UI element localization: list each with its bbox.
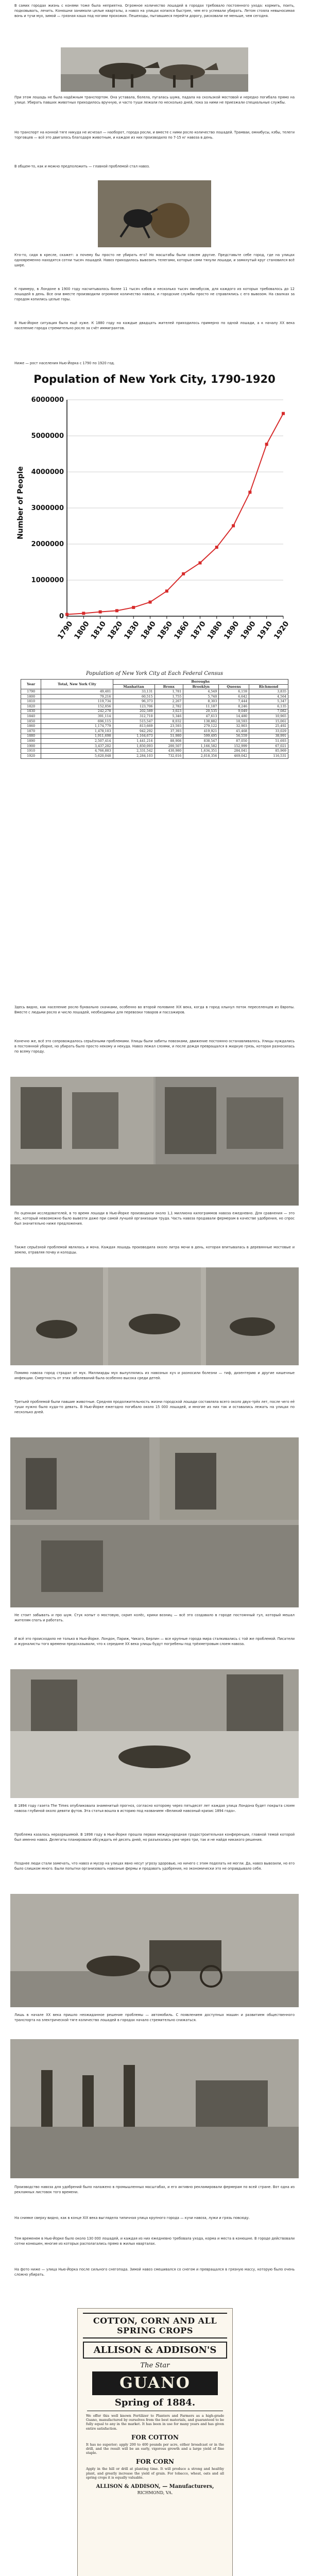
table-cell: 3,437,202 (41, 743, 113, 749)
data-point (99, 611, 102, 614)
table-cell: 696,115 (41, 719, 113, 724)
data-point (282, 412, 285, 415)
table-cell: 5,740 (183, 694, 219, 699)
table-cell: 1830 (21, 709, 41, 714)
table-row (21, 714, 288, 719)
y-tick-label: 1000000 (31, 577, 64, 584)
table-cell: 1860 (21, 724, 41, 729)
table-cell: 2,267 (154, 699, 183, 704)
table-header-group: Boroughs (113, 680, 288, 685)
table-cell: 1900 (21, 743, 41, 749)
paragraph: Кто-то, сидя в кресле, скажет: а почему бы просто не убирать его? Но масштабы были совсем другие. Представьте себе город, где на улицах одновременно находятся сотни тысяч лошадей. Навоз приходилось вывозить телегами, которые сами тянули лошади, и замкнутый круг становился всё шире. (14, 253, 295, 268)
table-cell: 1840 (21, 714, 41, 719)
table-cell: 1810 (21, 699, 41, 704)
table-cell: 4,549 (183, 689, 219, 694)
table-row (21, 724, 288, 729)
table-cell: 7,082 (249, 709, 288, 714)
table-cell: 1790 (21, 689, 41, 694)
paragraph: Проблема казалась неразрешимой. В 1898 году в Нью-Йорке прошла первая международная градостроительная конференция, главной темой которой был именно навоз. Делегаты планировали обсуждать её десять дней, но разъехались уже через три, так и не найдя никакого решения. (14, 1833, 295, 1842)
table-cell: 2,782 (154, 704, 183, 709)
table-cell: 25,492 (249, 724, 288, 729)
population-chart (10, 389, 299, 657)
paragraph: Но транспорт на конной тяге никуда не исчезал — наоборот, города росли, и вместе с ними росло количество лошадей. Трамваи, омнибусы, кэбы, телеги торговцев — всё это двигалось благодаря животным, и каждое из них производило по 7-15 кг навоза в день. (14, 130, 295, 140)
y-tick-label: 6000000 (31, 396, 64, 404)
table-cell: 6,135 (249, 704, 288, 709)
table-cell: 2,284,103 (113, 753, 154, 758)
table-cell: 1850 (21, 719, 41, 724)
x-tick-label: 1820 (106, 620, 125, 641)
data-point (65, 613, 68, 616)
table-cell: 96,373 (113, 699, 154, 704)
table-cell: 116,531 (249, 753, 288, 758)
table-cell: 18,593 (219, 719, 249, 724)
table-row (21, 689, 288, 694)
paragraph: Третьей проблемой были павшие животные. Средняя продолжительность жизни городской лошади составляла всего около двух-трёх лет, после чего её туши нужно было куда-то девать. В Нью-Йорке ежегодно погибало около 15 000 лошадей, и многие из них так и оставались лежать на улицах по несколько дней. (14, 1400, 295, 1415)
paragraph: Также серьёзной проблемой являлась и моча. Каждая лошадь производила около литра мочи в день, которая впитывалась в деревянные мостовые и землю, отравляя почву и колодцы. (14, 1245, 295, 1255)
table-cell: 3,023 (154, 709, 183, 714)
x-tick-label: 1920 (272, 620, 291, 641)
table-cell: 67,021 (249, 743, 288, 749)
table-header: Brooklyn (183, 684, 219, 689)
table-row (21, 694, 288, 699)
x-tick-label: 1860 (173, 620, 191, 641)
street-photos (10, 1077, 299, 1206)
data-point (165, 589, 168, 592)
table-cell: 242,278 (41, 709, 113, 714)
table-cell: 6,642 (219, 694, 249, 699)
table-body (21, 689, 288, 758)
horse-carriage-photo (10, 1894, 299, 2007)
table-cell: 60,515 (113, 694, 154, 699)
table-cell: 7,444 (219, 699, 249, 704)
table-cell: 813,669 (113, 724, 154, 729)
table-header: Richmond (249, 684, 288, 689)
data-point (232, 524, 235, 527)
paragraph: Лишь в начале XX века пришло неожиданное решение проблемы — автомобиль. С появлением доступных машин и развитием общественного транспорта на электрической тяге количество лошадей в городах начало стремительно снижаться. (14, 2013, 295, 2023)
table-row (21, 749, 288, 754)
table-cell: 87,050 (219, 739, 249, 744)
table-header: Queens (219, 684, 249, 689)
paragraph: К примеру, в Лондоне в 1900 году насчитывалось более 11 тысяч кэбов и несколько тысяч омнибусов, для каждого из которых требовалось до 12 лошадей в день. Все они вместе производили огромное количество навоза, и городские службы просто не справлялись с его вывозом. На свалках за городом копились целые горы. (14, 287, 295, 302)
table-cell: 56,559 (219, 734, 249, 739)
table-cell: 1,781 (154, 689, 183, 694)
x-tick-label: 1850 (156, 620, 175, 641)
population-table (21, 670, 288, 999)
ad-product-prefix: The Star (140, 2362, 170, 2369)
ad-headline: COTTON, CORN AND ALL SPRING CROPS (83, 2313, 227, 2338)
table-cell: 3,835 (249, 689, 288, 694)
table-cell: 20,535 (183, 709, 219, 714)
paragraph: Тем временем в Нью-Йорке было около 130 000 лошадей, и каждая из них ежедневно требовала ухода, корма и места в конюшне. В городе действовали сотни конюшен, многие из которых располагались прямо в жилых кварталах. (14, 2236, 295, 2246)
table-cell: 6,159 (219, 689, 249, 694)
guano-advertisement (77, 2308, 233, 2576)
paragraph: На снимке сверху видно, как в конце XIX века выглядела типичная улица крупного города — кучи навоза, лужи и грязь повсюду. (14, 2216, 250, 2220)
table-cell: 11,187 (183, 704, 219, 709)
table-cell: 200,507 (154, 743, 183, 749)
ad-text: Apply in the hill or drill at planting time. It will produce a strong and healthy plant, and greatly increase the yield of grain. For tobacco, wheat, oats and all spring crops it is equally valuable. (86, 2467, 224, 2480)
table-cell: 5,620,048 (41, 753, 113, 758)
table-header: Bronx (154, 684, 183, 689)
y-tick-label: 5000000 (31, 432, 64, 440)
table-row (21, 709, 288, 714)
table-cell: 2,018,356 (183, 753, 219, 758)
paragraph: Позднее люди стали замечать, что навоз и мусор на улицах явно несут угрозу здоровью, но ничего с этим поделать не могли. Да, навоз вывозили, но его было слишком много. Были попытки организовать навозные фермы и продавать удобрения, но экономически это не оправдывало себя. (14, 1861, 295, 1871)
table-cell: 1,441,216 (113, 739, 154, 744)
data-point (248, 490, 251, 494)
paragraph: Помимо навоза город страдал от мух. Миллиарды мух вылуплялись из навозных куч и разносили болезни — тиф, дизентерию и другие кишечные инфекции. Смертность от этих заболеваний была особенно высока среди детей. (14, 1371, 295, 1381)
table-cell: 152,056 (41, 704, 113, 709)
ad-text: We offer this well known Fertilizer to Planters and Farmers as a high-grade Guano, manufactured by ourselves from the best materials, and guaranteed to be fully equal to any in the market. It has been in use for many years and has given entire satisfaction. (86, 2414, 224, 2431)
paragraph: В Нью-Йорке ситуация была ещё хуже. К 1880 году на каждые двадцать жителей приходилось примерно по одной лошади, а к началу XX века население города стремительно росло за счёт иммигрантов. (14, 321, 295, 331)
table-cell: 1890 (21, 739, 41, 744)
data-point (198, 562, 201, 565)
table-cell: 79,216 (41, 694, 113, 699)
paragraph: На фото ниже — улица Нью-Йорка после сильного снегопада. Зимой навоз смешивался со снегом и превращался в грязную массу, которую было очень сложно убирать. (14, 2267, 295, 2277)
table-cell: 9,049 (219, 709, 249, 714)
x-tick-label: 1800 (73, 620, 91, 641)
data-point (182, 572, 185, 575)
table-cell: 37,393 (154, 728, 183, 734)
ad-product: GUANO (92, 2371, 218, 2395)
table-cell: 8,303 (183, 699, 219, 704)
horse-photo (61, 47, 248, 92)
table-row (21, 704, 288, 709)
table-cell: 138,882 (183, 719, 219, 724)
table-cell: 4,766,883 (41, 749, 113, 754)
table-cell: 1,850,093 (113, 743, 154, 749)
table-cell: 51,980 (154, 734, 183, 739)
table-cell: 1800 (21, 694, 41, 699)
x-tick-label: 1890 (222, 620, 241, 641)
data-point (82, 612, 85, 615)
street-workers-photo (10, 2039, 299, 2178)
paragraph: Не стоит забывать и про шум. Стук копыт о мостовую, скрип колёс, крики возниц — всё это создавало в городе постоянный гул, который мешал жителям спать и работать. (14, 1613, 295, 1623)
paragraph: По оценкам исследователей, в то время лошади в Нью-Йорке производили около 1,1 миллиона килограммов навоза ежедневно. Для сравнения — это вес, который невозможно было вывезти даже при самой лучшей организации труда. Часть навоза продавали фермерам в качестве удобрения, но спрос был значительно ниже предложения. (14, 1211, 295, 1226)
x-tick-label: 1840 (139, 620, 158, 641)
table-cell: 32,903 (219, 724, 249, 729)
table-cell: 312,710 (113, 714, 154, 719)
y-tick-label: 0 (59, 613, 64, 620)
table-cell: 123,706 (113, 704, 154, 709)
table-cell: 1820 (21, 704, 41, 709)
paragraph: Конечно же, всё это сопровождалось серьёзными проблемами. Улицы были забиты повозками, движение постоянно останавливалось. Улицы нуждались в постоянной уборке, но убирать было просто некому и некуда. Навоз лежал слоями, и после дождя превращался в жидкую грязь, которая разносилась по всему городу. (14, 1039, 295, 1054)
data-point (115, 609, 118, 612)
ad-footer: ALLISON & ADDISON, — Manufacturers, (96, 2484, 214, 2490)
table-cell: 33,029 (249, 728, 288, 734)
y-tick-label: 4000000 (31, 468, 64, 476)
table-cell: 279,122 (183, 724, 219, 729)
table-cell: 430,980 (154, 749, 183, 754)
paragraph: Ниже — рост населения Нью-Йорка с 1790 по 1920 год. (14, 361, 115, 365)
table-cell: 8,032 (154, 719, 183, 724)
ad-season: Spring of 1884. (114, 2397, 196, 2408)
paragraph: В самих городах жизнь с конями тоже была неприятна. Огромное количество лошадей в городах требовало постоянного ухода: кормить, поить, подковывать, лечить. Конюшни занимали целые кварталы, а навоз на улицах копился быстрее, чем его успевали убирать. Летом стояла невыносимая вонь и тучи мух, зимой — грязная каша под ногами прохожих. Пешеходы, пытавшиеся перейти дорогу, рисковали не меньше, чем сегодня. (14, 4, 295, 19)
ad-subheading: FOR CORN (135, 2458, 175, 2466)
x-tick-label: 1880 (205, 620, 225, 641)
table-row (21, 753, 288, 758)
ad-company: ALLISON & ADDISON'S (83, 2342, 227, 2359)
x-tick-label: 1810 (89, 620, 108, 641)
paragraph: В общем-то, как и можно предположить — главной проблемой стал навоз. (14, 164, 150, 168)
table-cell: 119,734 (41, 699, 113, 704)
data-point (149, 601, 152, 604)
table-cell: 14,480 (219, 714, 249, 719)
table-row (21, 719, 288, 724)
paragraph: Здесь видно, как население росло буквально скачками, особенно во второй половине XIX века, когда в город хлынул поток переселенцев из Европы. Вместе с людьми росло и число лошадей, необходимых для перевозки товаров и пассажиров. (14, 1005, 295, 1015)
paragraph: При этом лошадь не была надёжным транспортом. Она уставала, болела, пугалась шума, падала на скользкой мостовой и нередко погибала прямо на улице. Убирать павших животных приходилось вручную, и часто туши лежали по несколько дней, пока за ними не приезжали специальные службы. (14, 95, 295, 105)
x-tick-label: 1790 (56, 620, 75, 641)
carriage-photos (10, 1267, 299, 1365)
ad-text: It has no superior; apply 200 to 400 pounds per acre, either broadcast or in the drill, and the result will be an early, vigorous growth and a large yield of fine staple. (86, 2442, 224, 2455)
table-cell: 202,589 (113, 709, 154, 714)
city-street-photos (10, 1437, 299, 1607)
table-cell: 515,547 (113, 719, 154, 724)
table-cell: 1,166,582 (183, 743, 219, 749)
table-title: Population of New York City at Each Federal Census (85, 671, 224, 676)
y-tick-label: 2000000 (31, 540, 64, 548)
table-cell: 1,478,103 (41, 728, 113, 734)
ad-subheading: FOR COTTON (131, 2433, 179, 2441)
table-header: Manhattan (113, 684, 154, 689)
table-header: Year (21, 680, 41, 689)
paragraph: В 1894 году газета The Times опубликовала знаменитый прогноз, согласно которому через пятьдесят лет каждая улица Лондона будет покрыта слоем навоза глубиной около девяти футов. Эта статья вошла в историю под названием «Великий навозный кризис 1894 года». (14, 1804, 295, 1814)
table-cell: 838,547 (183, 739, 219, 744)
table-cell: 51,693 (249, 739, 288, 744)
x-tick-label: 1910 (255, 620, 274, 641)
y-tick-label: 3000000 (31, 504, 64, 512)
dung-beetle-photo (98, 180, 211, 247)
table-cell: 5,347 (249, 699, 288, 704)
table-cell: 8,246 (219, 704, 249, 709)
table-cell: 10,965 (249, 714, 288, 719)
table-cell: 1910 (21, 749, 41, 754)
data-point (265, 443, 268, 446)
table-cell: 1,174,779 (41, 724, 113, 729)
data-point (132, 606, 135, 609)
x-tick-label: 1870 (189, 620, 208, 641)
table-row (21, 734, 288, 739)
table-cell: 1880 (21, 734, 41, 739)
table-cell: 23,593 (154, 724, 183, 729)
table-cell: 284,041 (219, 749, 249, 754)
table-cell: 38,991 (249, 734, 288, 739)
ad-address: RICHMOND, VA. (137, 2490, 173, 2496)
table-cell: 1,634,351 (183, 749, 219, 754)
table-cell: 2,507,414 (41, 739, 113, 744)
table-cell: 2,331,542 (113, 749, 154, 754)
table-cell: 469,042 (219, 753, 249, 758)
chart-title: Population of New York City, 1790-1920 (33, 373, 276, 385)
table-cell: 49,401 (41, 689, 113, 694)
table-cell: 1,755 (154, 694, 183, 699)
table-cell: 152,999 (219, 743, 249, 749)
table-cell: 33,131 (113, 689, 154, 694)
table-cell: 88,908 (154, 739, 183, 744)
table-row (21, 743, 288, 749)
table-header: Total, New York City (41, 680, 113, 689)
paragraph: И всё это происходило не только в Нью-Йорке. Лондон, Париж, Чикаго, Берлин — все крупные города мира сталкивались с той же проблемой. Писатели и журналисты того времени предсказывали, что к середине XX века улицы будут погребены под трёхметровым слоем навоза. (14, 1637, 295, 1647)
table-cell: 4,564 (249, 694, 288, 699)
x-tick-label: 1900 (239, 620, 258, 641)
table-cell: 599,495 (183, 734, 219, 739)
table-cell: 45,468 (219, 728, 249, 734)
table-row (21, 728, 288, 734)
table-cell: 1,911,698 (41, 734, 113, 739)
table-cell: 1,164,673 (113, 734, 154, 739)
table-cell: 85,969 (249, 749, 288, 754)
table-cell: 732,016 (154, 753, 183, 758)
data-point (215, 546, 218, 549)
x-tick-label: 1830 (123, 620, 141, 641)
winter-street-photo (10, 1669, 299, 1798)
table-cell: 1920 (21, 753, 41, 758)
table-cell: 391,114 (41, 714, 113, 719)
table-cell: 47,613 (183, 714, 219, 719)
table-cell: 15,061 (249, 719, 288, 724)
paragraph: Производство навоза для удобрений было налажено в промышленных масштабах, и его активно рекламировали фермерам по всей стране. Вот одна из рекламных листовок того времени. (14, 2185, 295, 2195)
table-cell: 419,921 (183, 728, 219, 734)
table-cell: 942,292 (113, 728, 154, 734)
table-cell: 1870 (21, 728, 41, 734)
chart-ylabel: Number of People (16, 466, 25, 539)
table-row (21, 739, 288, 744)
table-row (21, 699, 288, 704)
table-cell: 5,346 (154, 714, 183, 719)
